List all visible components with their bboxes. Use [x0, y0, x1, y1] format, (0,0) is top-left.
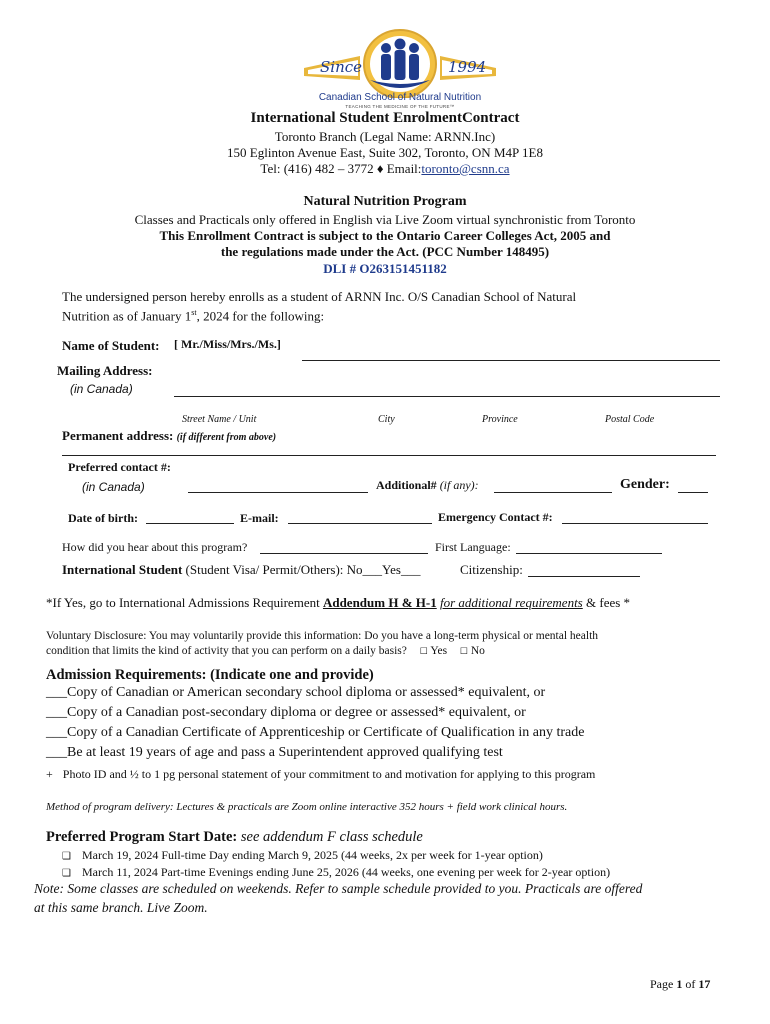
permanent-address: Permanent address: (if different from above) [62, 428, 277, 443]
disclosure-no-checkbox[interactable]: ☐ [459, 646, 468, 656]
checkbox-icon[interactable]: ❑ [62, 851, 71, 862]
name-label: Name of Student: [62, 338, 160, 353]
hear-field[interactable] [260, 553, 428, 554]
intro-line-1: The undersigned person hereby enrolls as a student of ARNN Inc. O/S Canadian School of Natural [62, 289, 577, 304]
name-prefix: [ Mr./Miss/Mrs./Ms.] [174, 337, 281, 351]
program-name: Natural Nutrition Program [303, 194, 467, 209]
classes-note: Classes and Practicals only offered in English via Live Zoom virtual synchronistic from Toronto [134, 212, 636, 227]
logo-year: 1994 [448, 58, 487, 76]
disclosure-line-1: Voluntary Disclosure: You may voluntarily provide this information: Do you have a long-term physical or mental health [46, 630, 599, 642]
first-language-label: First Language: [435, 540, 511, 554]
intro-line-2: Nutrition as of January 1st, 2024 for the following: [62, 308, 325, 324]
mailing-in-canada: (in Canada) [70, 382, 133, 396]
street-label: Street Name / Unit [182, 414, 257, 425]
preferred-contact-field[interactable] [188, 492, 368, 493]
additional-number: Additional# (if any): [376, 478, 479, 492]
gender-label: Gender: [620, 477, 670, 492]
email-label: E-mail: [240, 511, 279, 525]
start-option[interactable]: ❑ March 11, 2024 Part-time Evenings ending June 25, 2026 (44 weeks, one evening per week for 2-year option) [62, 865, 611, 879]
citizenship-label: Citizenship: [460, 562, 523, 577]
city-label: City [378, 414, 395, 425]
checkbox-icon[interactable]: ❑ [62, 868, 71, 879]
hear-label: How did you hear about this program? [62, 540, 248, 554]
weekend-note-1: Note: Some classes are scheduled on weekends. Refer to sample schedule provided to you. Practicals are offered [34, 881, 643, 896]
gender-field[interactable] [678, 492, 708, 493]
delivery-method: Method of program delivery: Lectures & practicals are Zoom online interactive 352 hours + field work clinical hours. [46, 801, 568, 813]
email-link[interactable]: toronto@csnn.ca [421, 161, 510, 176]
address-line: 150 Eglinton Avenue East, Suite 302, Toronto, ON M4P 1E8 [227, 145, 543, 160]
disclosure-yes-checkbox[interactable]: ☐ [419, 646, 428, 656]
start-date-heading: Preferred Program Start Date: see addendum F class schedule [46, 829, 423, 845]
admission-heading: Admission Requirements: (Indicate one and provide) [46, 667, 374, 683]
tel-text: Tel: (416) 482 – 3772 ♦ Email: [260, 161, 422, 176]
contract-line-2: the regulations made under the Act. (PCC Number 148495) [220, 244, 550, 259]
permanent-address-field[interactable] [62, 455, 716, 456]
citizenship-field[interactable] [528, 576, 640, 577]
email-field[interactable] [288, 523, 432, 524]
admission-item[interactable]: ___Copy of a Canadian post-secondary diploma or degree or assessed* equivalent, or [46, 705, 526, 720]
document-title: International Student EnrolmentContract [250, 110, 520, 126]
admission-item[interactable]: ___Copy of Canadian or American secondary school diploma or assessed* equivalent, or [46, 685, 546, 700]
international-student: International Student (Student Visa/ Permit/Others): No___Yes___ [62, 562, 421, 577]
mailing-label: Mailing Address: [57, 363, 153, 378]
admission-item[interactable]: ___Be at least 19 years of age and pass a Superintendent approved qualifying test [46, 745, 503, 760]
contact-in-canada: (in Canada) [82, 480, 145, 494]
logo-since: Since [320, 58, 363, 76]
postal-label: Postal Code [605, 414, 655, 425]
additional-number-field[interactable] [494, 492, 612, 493]
emergency-label: Emergency Contact #: [438, 510, 553, 524]
province-label: Province [482, 414, 518, 425]
preferred-contact-label: Preferred contact #: [68, 460, 171, 474]
weekend-note-2: at this same branch. Live Zoom. [34, 900, 208, 915]
school-logo [300, 28, 500, 108]
admission-plus-line: + Photo ID and ½ to 1 pg personal statement of your commitment to and motivation for applying to this program [46, 767, 596, 781]
emergency-field[interactable] [562, 523, 708, 524]
start-option[interactable]: ❑ March 19, 2024 Full-time Day ending March 9, 2025 (44 weeks, 2x per week for 1-year option) [62, 848, 543, 862]
dob-field[interactable] [146, 523, 234, 524]
mailing-address-field[interactable] [174, 396, 720, 397]
contract-line-1: This Enrollment Contract is subject to the Ontario Career Colleges Act, 2005 and [159, 228, 611, 243]
disclosure-line-2: condition that limits the kind of activity that you can perform on a daily basis? ☐ Yes ☐ No [46, 645, 485, 657]
contact-line [0, 161, 770, 177]
dli-number: DLI # O263151451182 [323, 261, 447, 276]
dob-label: Date of birth: [68, 511, 138, 525]
name-field[interactable] [302, 360, 720, 361]
first-language-field[interactable] [516, 553, 662, 554]
logo-school-name: Canadian School of Natural Nutrition [318, 92, 482, 103]
logo-tagline: TEACHING THE MEDICINE OF THE FUTURE™ [345, 104, 455, 109]
page-number: Page 1 of 17 [650, 977, 711, 991]
addendum-line: *If Yes, go to International Admissions Requirement Addendum H & H-1 for additional requirements & fees * [46, 595, 631, 610]
admission-item[interactable]: ___Copy of a Canadian Certificate of Apprenticeship or Certificate of Qualification in any trade [46, 725, 585, 740]
branch-line: Toronto Branch (Legal Name: ARNN.Inc) [274, 129, 496, 144]
